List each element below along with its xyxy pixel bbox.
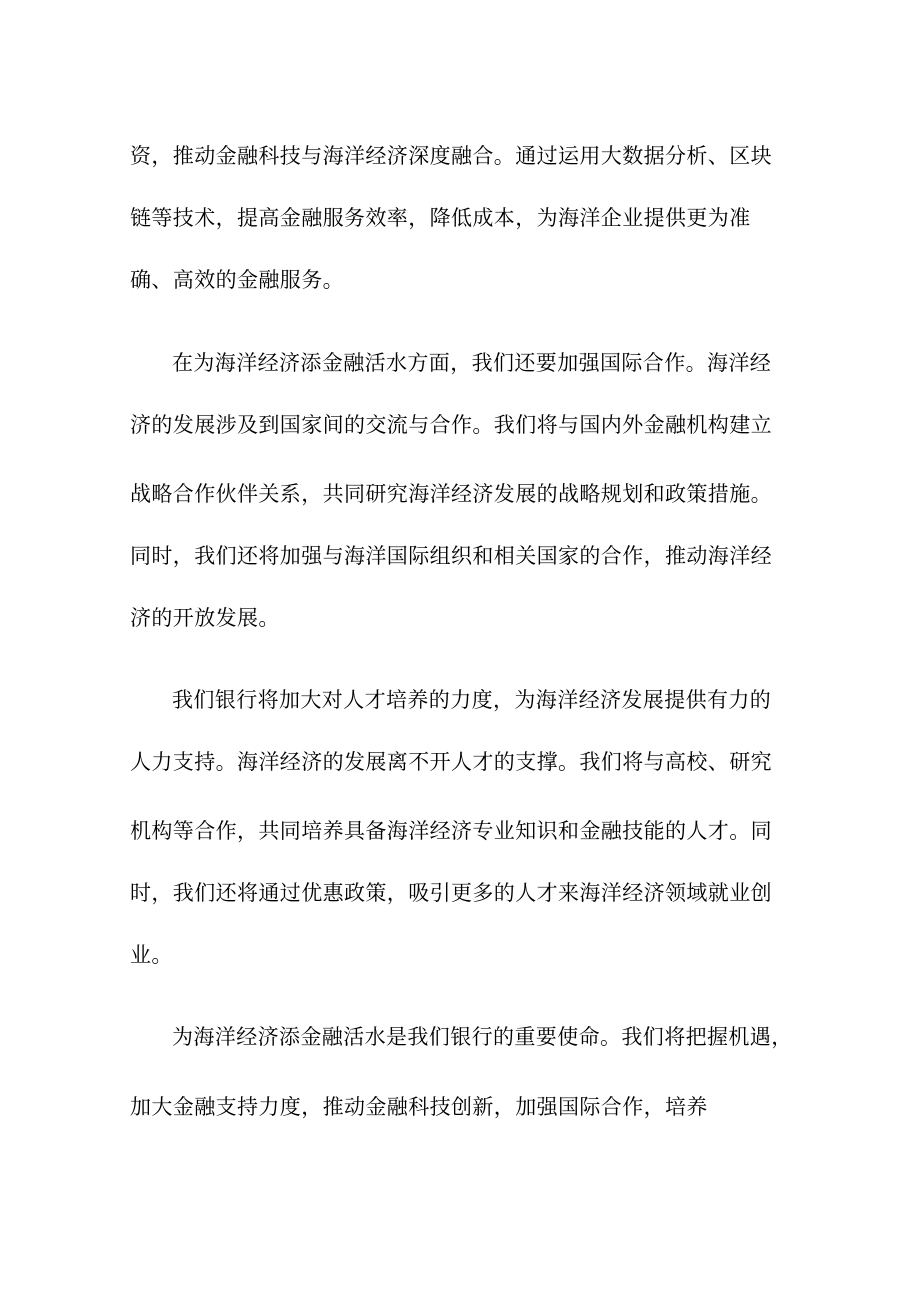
paragraph-line: 济的开放发展。 — [130, 606, 280, 630]
paragraph-line: 同时，我们还将加强与海洋国际组织和相关国家的合作，推动海洋经 — [130, 544, 772, 568]
paragraph-line: 业。 — [130, 943, 173, 967]
paragraph-line: 人力支持。海洋经济的发展离不开人才的支撑。我们将与高校、研究 — [130, 750, 772, 774]
paragraph-line: 济的发展涉及到国家间的交流与合作。我们将与国内外金融机构建立 — [130, 413, 772, 437]
paragraph-line: 资，推动金融科技与海洋经济深度融合。通过运用大数据分析、区块 — [130, 144, 772, 168]
paragraph-line: 战略合作伙伴关系，共同研究海洋经济发展的战略规划和政策措施。 — [130, 482, 772, 506]
paragraph-line: 机构等合作，共同培养具备海洋经济专业知识和金融技能的人才。同 — [130, 819, 772, 843]
paragraph-line: 确、高效的金融服务。 — [130, 268, 344, 292]
paragraph-line: 加大金融支持力度，推动金融科技创新，加强国际合作，培养 — [130, 1095, 708, 1119]
paragraph-line: 时，我们还将通过优惠政策，吸引更多的人才来海洋经济领域就业创 — [130, 881, 772, 905]
paragraph-line: 在为海洋经济添金融活水方面，我们还要加强国际合作。海洋经 — [172, 351, 772, 375]
paragraph-line: 我们银行将加大对人才培养的力度，为海洋经济发展提供有力的 — [172, 688, 772, 712]
paragraph-line: 为海洋经济添金融活水是我们银行的重要使命。我们将把握机遇， — [172, 1025, 793, 1049]
paragraph-line: 链等技术，提高金融服务效率，降低成本，为海洋企业提供更为准 — [130, 206, 751, 230]
